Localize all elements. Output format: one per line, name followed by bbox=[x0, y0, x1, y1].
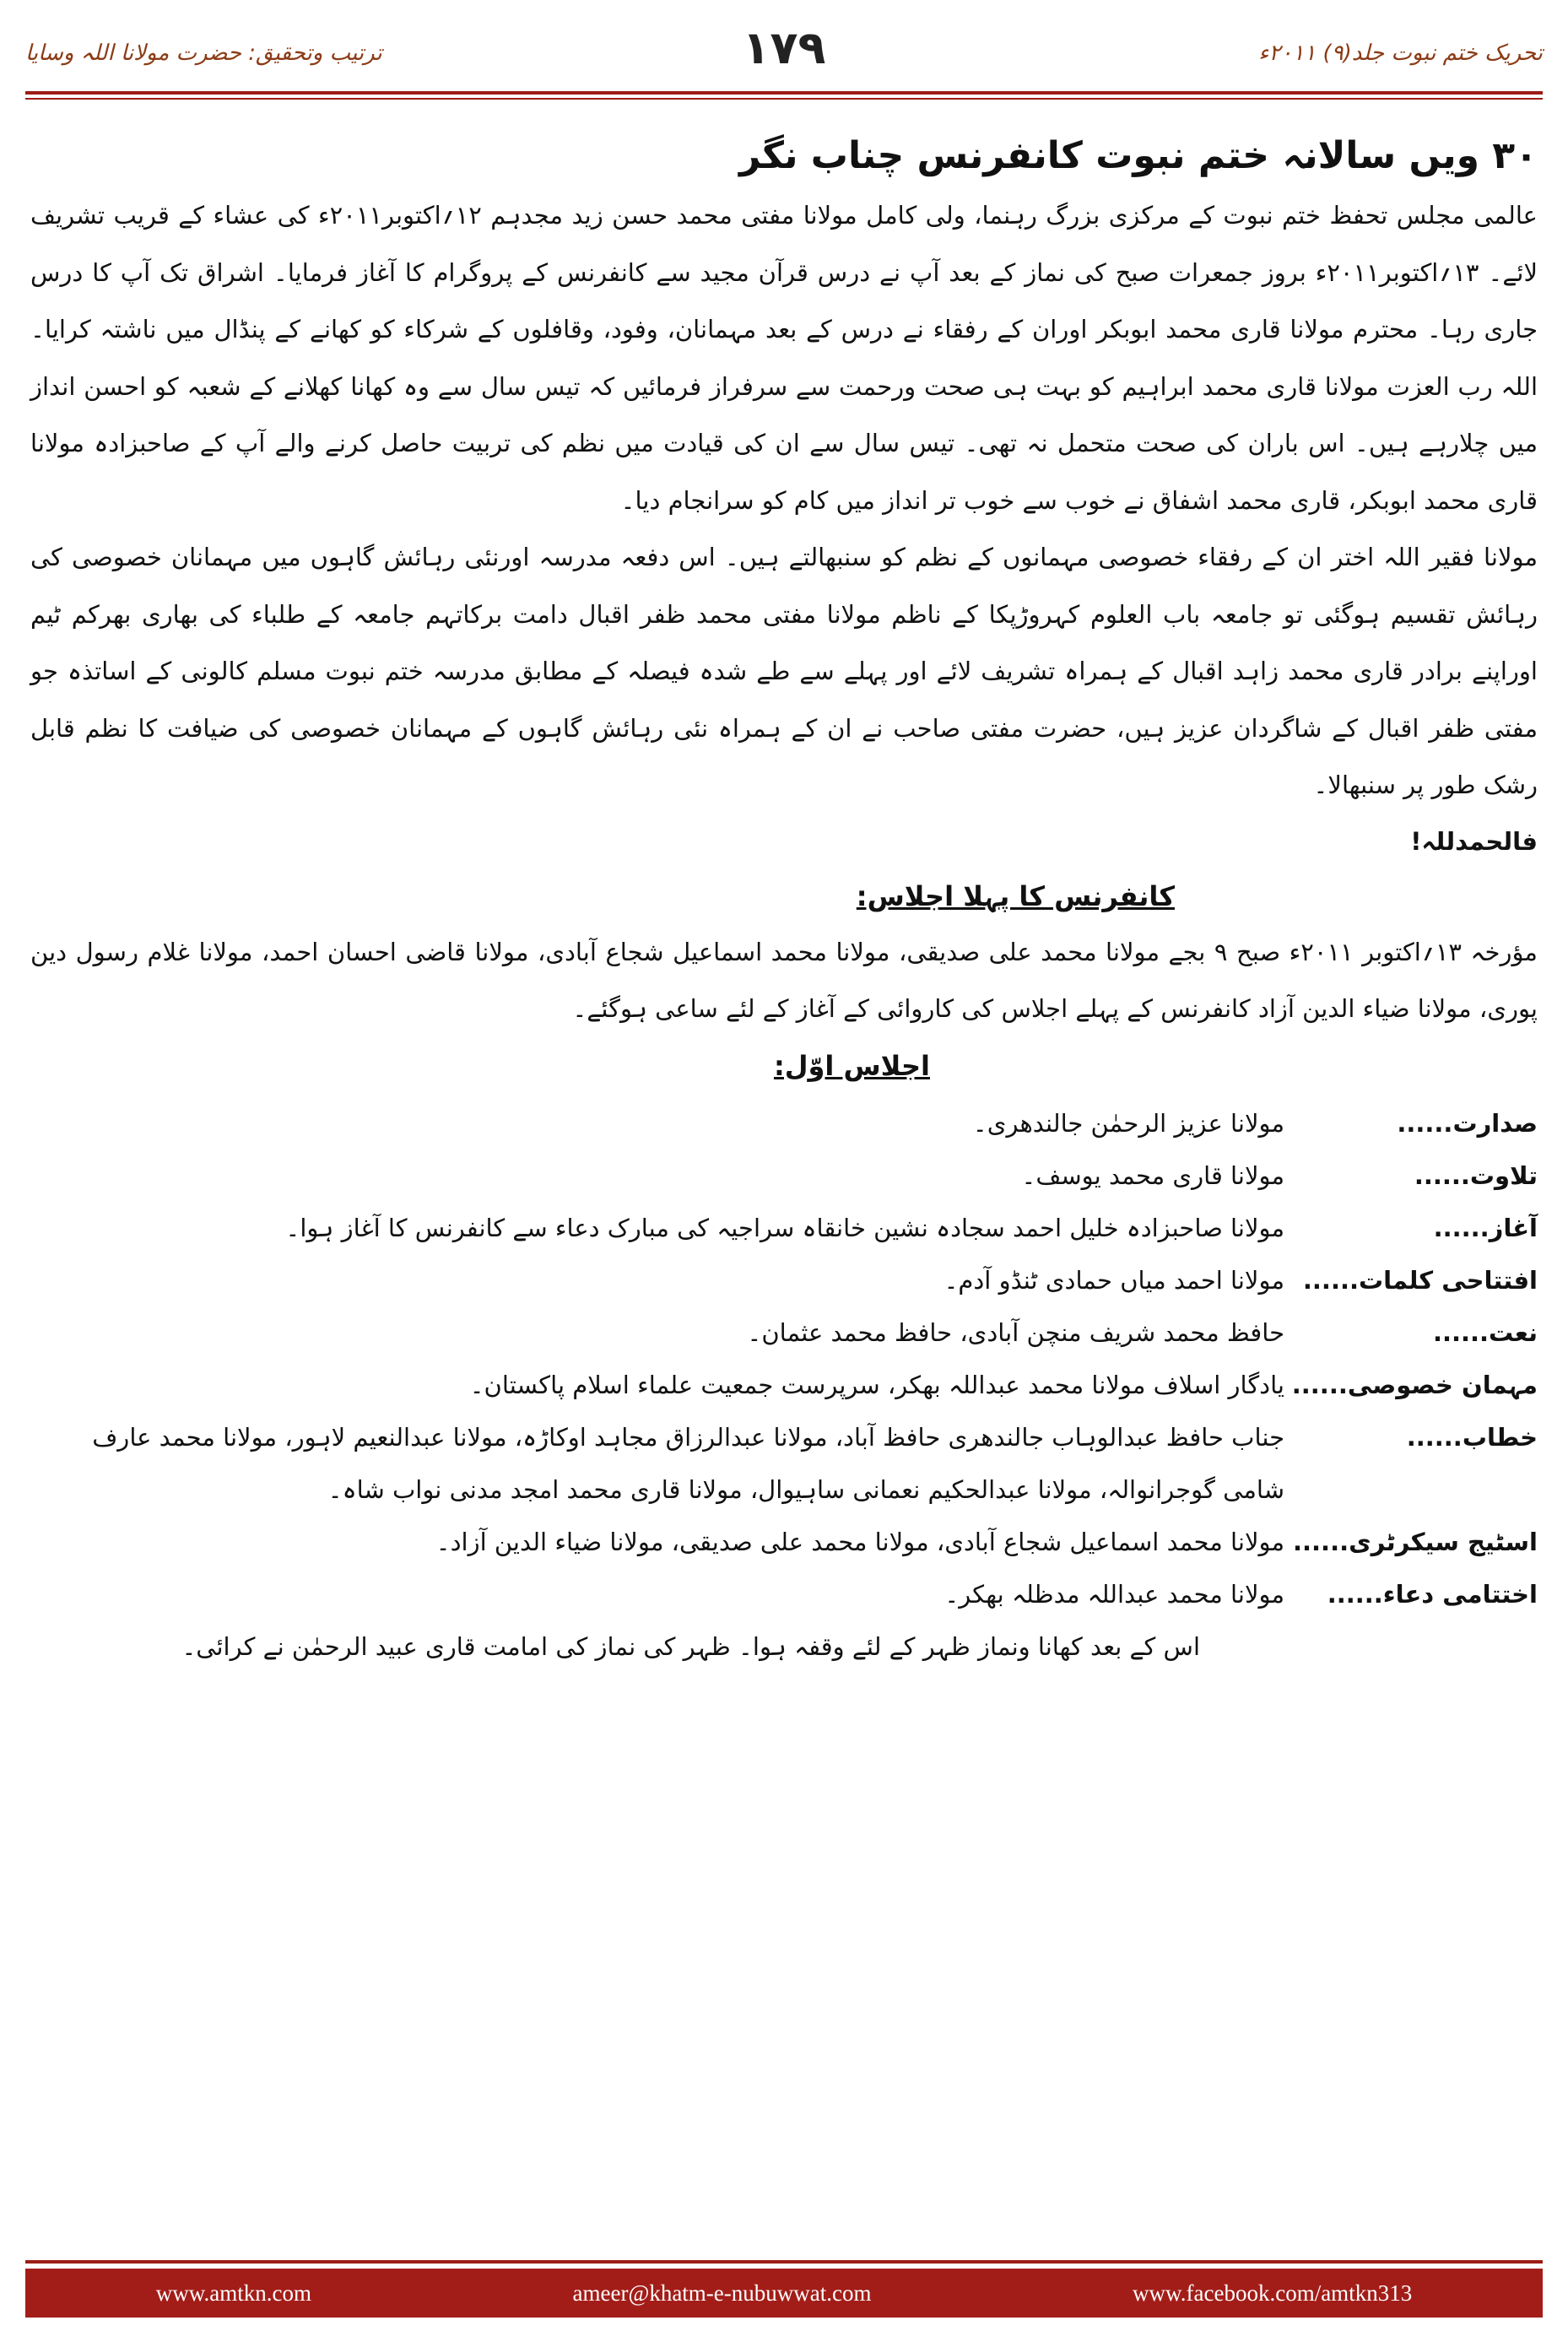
page-footer bbox=[25, 2269, 1543, 2318]
program-value: مولانا قاری محمد یوسف۔ bbox=[1021, 1160, 1284, 1190]
program-row-chief-guest bbox=[30, 1359, 1538, 1411]
program-label: مہمان خصوصی...... bbox=[1291, 1370, 1538, 1399]
program-row-closing-prayer bbox=[30, 1568, 1538, 1620]
footer-facebook-link[interactable]: www.facebook.com/amtkn313 bbox=[1133, 2280, 1413, 2306]
program-value: مولانا محمد عبداللہ مدظلہ بھکر۔ bbox=[944, 1579, 1284, 1609]
footer-rule bbox=[25, 2260, 1543, 2264]
paragraph: عالمی مجلس تحفظ ختم نبوت کے مرکزی بزرگ رہنما، ولی کامل مولانا مفتی محمد حسن زید مجدہم ۱۲؍اکتوبر۲۰۱۱ء کی عشاء کے قریب تشریف لائے۔ ۱۳؍اکتوبر۲۰۱۱ء بروز جمعرات صبح کی نماز کے بعد آپ نے درس قرآن مجید سے کانفرنس کے پروگرام کا آغاز فرمایا۔ اشراق تک آپ کا درس جاری رہا۔ محترم مولانا قاری محمد ابوبکر اوران کے رفقاء نے درس کے بعد مہمانان، وفود، وقافلوں کے شرکاء کو کھانے کے پنڈال میں ناشتہ کرایا۔ اللہ رب العزت مولانا قاری محمد ابراہیم کو بہت ہی صحت ورحمت سے سرفراز فرمائیں کہ تیس سال سے وہ کھانا کھلانے کے شعبہ کو احسن انداز میں چلارہے ہیں۔ اس باران کی صحت متحمل نہ تھی۔ تیس سال سے ان کی قیادت میں نظم کی تربیت حاصل کرنے والے آپ کے صاحبزادہ مولانا قاری محمد ابوبکر، قاری محمد اشفاق نے خوب سے خوب تر انداز میں کام کو سرانجام دیا۔ bbox=[30, 201, 1538, 515]
program-label: آغاز...... bbox=[1433, 1213, 1538, 1242]
session-paragraph: مؤرخہ ۱۳؍اکتوبر ۲۰۱۱ء صبح ۹ بجے مولانا محمد علی صدیقی، مولانا محمد اسماعیل شجاع آبادی، مولانا قاضی احسان احمد، مولانا غلام رسول دین پوری، مولانا ضیاء الدین آزاد کانفرنس کے پہلے اجلاس کی کاروائی کے آغاز کے لئے ساعی ہوگئے۔ bbox=[30, 937, 1538, 1023]
program-label: نعت...... bbox=[1432, 1317, 1538, 1347]
session-paragraph-block bbox=[30, 924, 1538, 1038]
header-compiler-text: ترتیب وتحقیق: حضرت مولانا اللہ وسایا bbox=[25, 41, 382, 66]
program-value: جناب حافظ عبدالوہاب جالندھری حافظ آباد، مولانا عبدالرزاق مجاہد اوکاڑہ، مولانا عبدالنعیم لاہور، مولانا محمد عارف شامی گوجرانوالہ، مولانا عبدالحکیم نعمانی ساہیوال، مولانا قاری محمد امجد مدنی نواب شاہ۔ bbox=[92, 1422, 1284, 1504]
program-label: تلاوت...... bbox=[1414, 1160, 1538, 1190]
program-value: مولانا عزیز الرحمٰن جالندھری۔ bbox=[972, 1108, 1284, 1138]
program-label: اسٹیج سیکرٹری...... bbox=[1293, 1527, 1538, 1556]
paragraph: مولانا فقیر اللہ اختر ان کے رفقاء خصوصی مہمانوں کے نظم کو سنبھالتے ہیں۔ اس دفعہ مدرسہ اورنئی رہائش گاہوں میں مہمانان خصوصی کی رہائش تقسیم ہوگئی تو جامعہ باب العلوم کہروڑپکا کے ناظم مولانا مفتی محمد ظفر اقبال دامت برکاتہم جامعہ کے طلباء کی بھاری بھرکم ٹیم اوراپنے برادر قاری محمد زاہد اقبال کے ہمراہ تشریف لائے اور پہلے سے طے شدہ فیصلہ کے مطابق مدرسہ ختم نبوت مسلم کالونی کے اساتذہ جو مفتی ظفر اقبال کے شاگردان عزیز ہیں، حضرت مفتی صاحب نے ان کے ہمراہ نئی رہائش گاہوں کے مہمانان خصوصی کی ضیافت کا نظم قابل رشک طور پر سنبھالا۔ bbox=[30, 543, 1538, 799]
article-title: ۳۰ ویں سالانہ ختم نبوت کانفرنس چناب نگر bbox=[738, 134, 1538, 177]
session-heading: کانفرنس کا پہلا اجلاس: bbox=[856, 879, 1175, 912]
intro-paragraphs bbox=[30, 187, 1538, 814]
page-number: ۱۷۹ bbox=[742, 21, 826, 74]
program-row-opening-remarks bbox=[30, 1254, 1538, 1306]
program-value: مولانا صاحبزادہ خلیل احمد سجادہ نشین خانقاہ سراجیہ کی مبارک دعاء سے کانفرنس کا آغاز ہوا۔ bbox=[285, 1213, 1284, 1242]
closing-note: اس کے بعد کھانا ونماز ظہر کے لئے وقفہ ہوا۔ ظہر کی نماز کی امامت قاری عبید الرحمٰن نے کرائی۔ bbox=[181, 1631, 1200, 1661]
page-header bbox=[25, 17, 1543, 93]
header-rule bbox=[25, 91, 1543, 95]
first-session-heading: اجلاس اوّل: bbox=[773, 1049, 930, 1082]
header-rule-thin bbox=[25, 98, 1543, 100]
program-label: افتتاحی کلمات...... bbox=[1302, 1265, 1538, 1295]
program-row-speeches bbox=[30, 1411, 1538, 1516]
program-row-recitation bbox=[30, 1149, 1538, 1202]
program-list bbox=[30, 1097, 1538, 1620]
program-value: مولانا احمد میاں حمادی ٹنڈو آدم۔ bbox=[944, 1265, 1284, 1295]
footer-email-link[interactable]: ameer@khatm-e-nubuwwat.com bbox=[572, 2280, 872, 2306]
program-row-presidency bbox=[30, 1097, 1538, 1149]
header-book-title: تحریک ختم نبوت جلد(۹) ۲۰۱۱ء bbox=[1258, 41, 1543, 66]
program-row-naat bbox=[30, 1306, 1538, 1359]
program-value: یادگار اسلاف مولانا محمد عبداللہ بھکر، سرپرست جمعیت علماء اسلام پاکستان۔ bbox=[469, 1370, 1284, 1399]
program-row-stage-secretary bbox=[30, 1516, 1538, 1568]
program-label: اختتامی دعاء...... bbox=[1327, 1579, 1538, 1609]
alhamdulillah-text: فالحمدللہ! bbox=[1410, 826, 1538, 856]
program-value: مولانا محمد اسماعیل شجاع آبادی، مولانا محمد علی صدیقی، مولانا ضیاء الدین آزاد۔ bbox=[435, 1527, 1284, 1556]
program-row-opening bbox=[30, 1202, 1538, 1254]
program-label: صدارت...... bbox=[1397, 1108, 1538, 1138]
article-body bbox=[30, 127, 1538, 1673]
footer-website-link[interactable]: www.amtkn.com bbox=[155, 2280, 311, 2306]
program-label: خطاب...... bbox=[1406, 1422, 1538, 1452]
program-value: حافظ محمد شریف منچن آبادی، حافظ محمد عثمان۔ bbox=[747, 1317, 1284, 1347]
